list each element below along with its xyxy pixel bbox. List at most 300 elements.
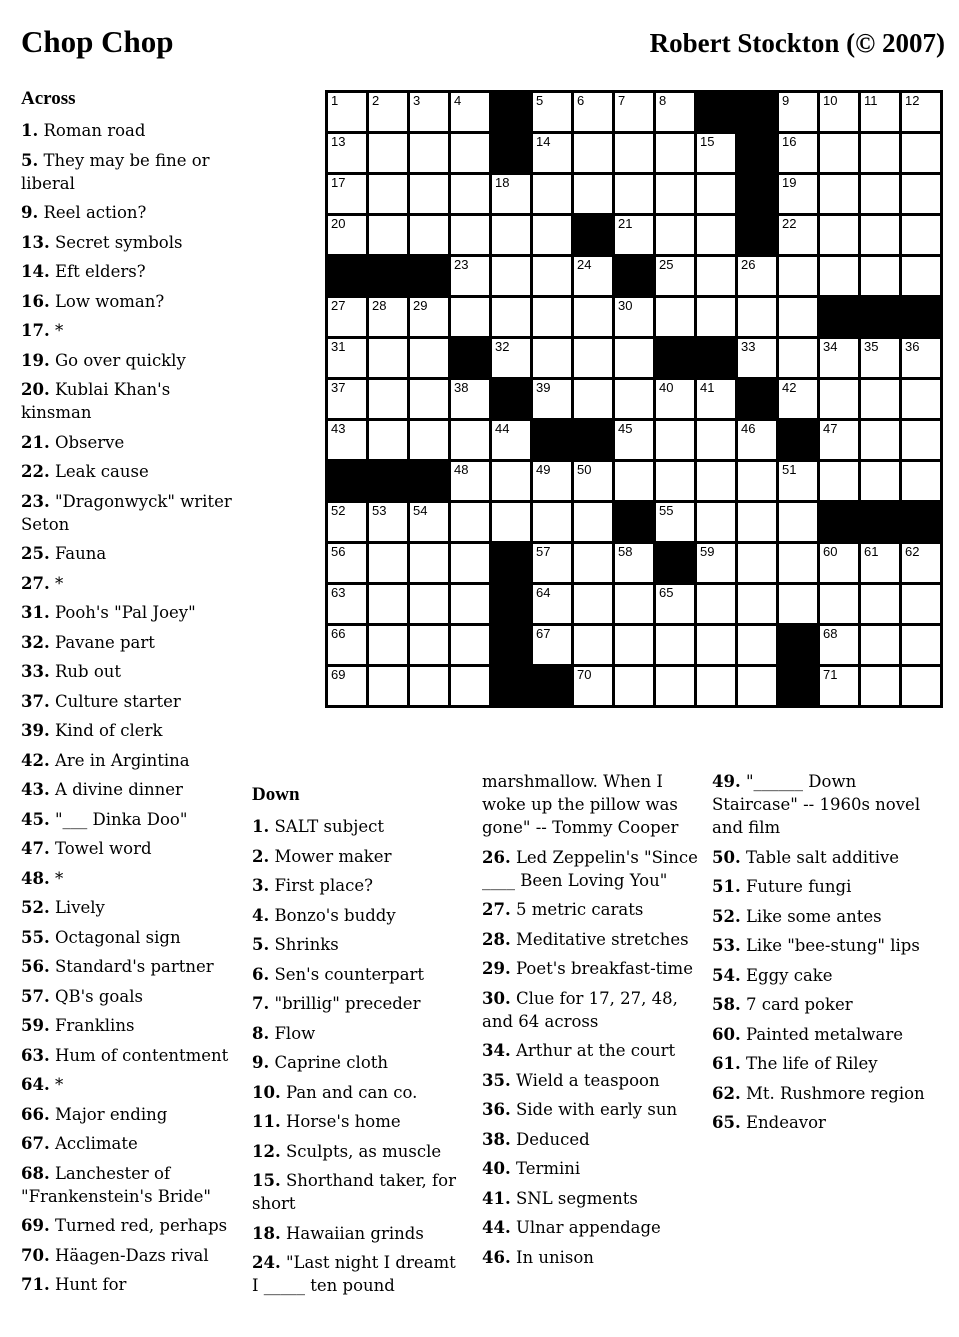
across-clue-25: 25. Fauna [21,544,107,563]
across-clue-45: 45. "___ Dinka Doo" [21,809,188,829]
down-clue-list-3 [712,770,937,1134]
grid-cell[interactable] [369,503,407,541]
grid-cell[interactable] [574,93,612,131]
cell-number: 15 [700,134,715,149]
grid-cell[interactable] [861,626,899,664]
grid-cell[interactable] [656,93,694,131]
grid-cell[interactable] [410,93,448,131]
grid-cell[interactable] [533,626,571,664]
grid-cell[interactable] [533,462,571,500]
grid-cell[interactable] [574,503,612,541]
grid-cell[interactable] [451,216,489,254]
clue-number: 8. [252,1023,270,1043]
down-clue-36: 36. Side with early sun [482,1100,678,1119]
grid-cell[interactable] [902,626,940,664]
grid-cell[interactable] [451,298,489,336]
grid-cell[interactable] [697,134,735,172]
grid-cell[interactable] [369,339,407,377]
across-clue-21: 21. Observe [21,432,125,452]
clue-number: 13. [21,232,50,252]
grid-cell[interactable] [369,216,407,254]
grid-cell[interactable] [410,585,448,623]
grid-cell[interactable] [697,175,735,213]
grid-cell[interactable] [533,380,571,418]
grid-cell[interactable] [697,667,735,705]
grid-cell[interactable] [328,134,366,172]
grid-cell[interactable] [697,626,735,664]
grid-cell[interactable] [615,462,653,500]
grid-cell[interactable] [533,134,571,172]
grid-cell[interactable] [492,257,530,295]
grid-cell[interactable] [492,421,530,459]
clue-number: 31. [21,603,50,622]
grid-cell[interactable] [369,626,407,664]
grid-cell[interactable] [779,462,817,500]
grid-cell[interactable] [820,134,858,172]
grid-cell[interactable] [820,667,858,705]
grid-block-cell [779,667,817,705]
clue-number: 14. [21,262,50,281]
cell-number: 10 [823,93,838,108]
down-clue-51: 51. Future fungi [712,877,852,896]
cell-number: 53 [372,503,387,518]
across-clue-55: 55. Octagonal sign [21,927,181,947]
grid-cell[interactable] [779,175,817,213]
down-clue-2: 2. Mower maker [252,846,392,866]
grid-cell[interactable] [328,626,366,664]
grid-cell[interactable] [820,626,858,664]
grid-cell[interactable] [820,462,858,500]
grid-cell[interactable] [369,585,407,623]
grid-cell[interactable] [451,134,489,172]
grid-cell[interactable] [902,585,940,623]
grid-cell[interactable] [328,93,366,131]
cell-number: 41 [700,380,715,395]
down-clue-35: 35. Wield a teaspoon [482,1070,660,1090]
grid-cell[interactable] [779,503,817,541]
cell-number: 12 [905,93,920,108]
clue-number: 25. [21,544,50,563]
grid-cell[interactable] [861,93,899,131]
cell-number: 3 [413,93,421,108]
cell-number: 38 [454,380,469,395]
cell-number: 32 [495,339,510,354]
grid-cell[interactable] [861,667,899,705]
grid-cell[interactable] [861,175,899,213]
grid-cell[interactable] [738,585,776,623]
across-clue-64: 64. * [21,1075,64,1094]
clue-number: 17. [21,321,50,340]
grid-cell[interactable] [779,585,817,623]
cell-number: 61 [864,544,879,559]
grid-cell[interactable] [902,380,940,418]
grid-cell[interactable] [779,339,817,377]
cell-number: 27 [331,298,346,313]
grid-block-cell [492,667,530,705]
grid-cell[interactable] [697,544,735,582]
grid-cell[interactable] [902,339,940,377]
cell-number: 60 [823,544,838,559]
grid-cell[interactable] [656,462,694,500]
down-clue-40: 40. Termini [482,1159,581,1178]
clue-number: 64. [21,1075,50,1094]
across-clue-56: 56. Standard's partner [21,957,214,976]
grid-cell[interactable] [861,462,899,500]
grid-cell[interactable] [369,544,407,582]
clue-number: 4. [252,905,270,925]
grid-cell[interactable] [697,585,735,623]
grid-cell[interactable] [697,216,735,254]
cell-number: 69 [331,667,346,682]
cell-number: 50 [577,462,592,477]
across-clue-5: 5. They may be fine or liberal [21,150,210,193]
cell-number: 40 [659,380,674,395]
clue-number: 59. [21,1016,50,1035]
grid-cell[interactable] [410,544,448,582]
grid-cell[interactable] [328,298,366,336]
grid-cell[interactable] [492,503,530,541]
grid-cell[interactable] [902,134,940,172]
cell-number: 58 [618,544,633,559]
grid-cell[interactable] [820,257,858,295]
clue-number: 35. [482,1070,511,1090]
grid-cell[interactable] [410,380,448,418]
grid-cell[interactable] [574,544,612,582]
grid-cell[interactable] [574,667,612,705]
grid-cell[interactable] [656,257,694,295]
down-clue-9: 9. Caprine cloth [252,1053,389,1072]
cell-number: 57 [536,544,551,559]
clue-number: 46. [482,1247,511,1267]
grid-cell[interactable] [861,421,899,459]
grid-cell[interactable] [656,175,694,213]
grid-cell[interactable] [861,257,899,295]
clue-number: 69. [21,1216,50,1235]
grid-cell[interactable] [410,667,448,705]
grid-cell[interactable] [738,667,776,705]
grid-cell[interactable] [861,380,899,418]
grid-cell[interactable] [738,298,776,336]
grid-cell[interactable] [451,503,489,541]
grid-cell[interactable] [451,93,489,131]
grid-cell[interactable] [861,544,899,582]
grid-cell[interactable] [902,257,940,295]
down-clue-11: 11. Horse's home [252,1112,401,1131]
grid-cell[interactable] [820,93,858,131]
across-clue-63: 63. Hum of contentment [21,1045,229,1065]
grid-cell[interactable] [902,93,940,131]
grid-cell[interactable] [902,216,940,254]
grid-cell[interactable] [451,667,489,705]
grid-cell[interactable] [861,585,899,623]
grid-cell[interactable] [492,216,530,254]
grid-cell[interactable] [574,585,612,623]
cell-number: 62 [905,544,920,559]
grid-cell[interactable] [615,585,653,623]
grid-cell[interactable] [328,421,366,459]
grid-cell[interactable] [615,421,653,459]
grid-cell[interactable] [697,298,735,336]
grid-cell[interactable] [615,339,653,377]
grid-cell[interactable] [574,175,612,213]
grid-cell[interactable] [328,667,366,705]
grid-cell[interactable] [328,216,366,254]
grid-cell[interactable] [328,339,366,377]
down-clue-65: 65. Endeavor [712,1113,826,1132]
grid-cell[interactable] [738,544,776,582]
grid-block-cell [738,216,776,254]
grid-block-cell [615,257,653,295]
grid-cell[interactable] [902,421,940,459]
down-clue-1: 1. SALT subject [252,817,384,836]
grid-cell[interactable] [820,380,858,418]
grid-cell[interactable] [369,667,407,705]
clue-number: 43. [21,780,50,799]
grid-cell[interactable] [574,462,612,500]
clue-number: 29. [482,959,511,978]
grid-cell[interactable] [533,175,571,213]
grid-block-cell [779,626,817,664]
cell-number: 6 [577,93,585,108]
grid-cell[interactable] [369,93,407,131]
grid-cell[interactable] [738,339,776,377]
grid-cell[interactable] [369,134,407,172]
grid-cell[interactable] [656,503,694,541]
grid-cell[interactable] [533,257,571,295]
down-clue-61: 61. The life of Riley [712,1054,878,1073]
grid-block-cell [369,462,407,500]
down-clue-34: 34. Arthur at the court [482,1041,676,1060]
grid-cell[interactable] [779,134,817,172]
cell-number: 47 [823,421,838,436]
grid-block-cell [328,257,366,295]
grid-cell[interactable] [697,503,735,541]
grid-cell[interactable] [697,257,735,295]
grid-cell[interactable] [328,544,366,582]
grid-cell[interactable] [820,175,858,213]
across-clue-31: 31. Pooh's "Pal Joey" [21,603,196,622]
clue-number: 54. [712,965,741,985]
cell-number: 7 [618,93,626,108]
down-clue-30: 30. Clue for 17, 27, 48, and 64 across [482,988,678,1031]
down-clue-46: 46. In unison [482,1247,594,1267]
grid-cell[interactable] [533,216,571,254]
grid-cell[interactable] [902,544,940,582]
grid-cell[interactable] [369,298,407,336]
across-clue-48: 48. * [21,868,64,888]
grid-cell[interactable] [328,175,366,213]
clue-number: 63. [21,1045,50,1065]
across-clue-66: 66. Major ending [21,1104,168,1124]
grid-cell[interactable] [615,175,653,213]
grid-cell[interactable] [779,544,817,582]
grid-cell[interactable] [861,216,899,254]
grid-cell[interactable] [902,667,940,705]
grid-cell[interactable] [451,626,489,664]
grid-cell[interactable] [656,298,694,336]
grid-cell[interactable] [779,298,817,336]
grid-cell[interactable] [533,93,571,131]
grid-block-cell [369,257,407,295]
grid-cell[interactable] [656,626,694,664]
clue-number: 10. [252,1082,281,1102]
grid-cell[interactable] [820,216,858,254]
grid-cell[interactable] [656,134,694,172]
grid-cell[interactable] [410,339,448,377]
clue-number: 19. [21,350,50,370]
down-clue-41: 41. SNL segments [482,1188,638,1208]
grid-cell[interactable] [410,626,448,664]
grid-cell[interactable] [410,503,448,541]
grid-cell[interactable] [533,585,571,623]
grid-cell[interactable] [738,626,776,664]
grid-cell[interactable] [410,216,448,254]
grid-cell[interactable] [779,93,817,131]
grid-cell[interactable] [738,257,776,295]
grid-cell[interactable] [451,380,489,418]
grid-cell[interactable] [328,380,366,418]
grid-cell[interactable] [820,544,858,582]
grid-cell[interactable] [533,339,571,377]
grid-cell[interactable] [451,175,489,213]
grid-block-cell [902,298,940,336]
grid-cell[interactable] [451,257,489,295]
down-section-col3 [712,770,937,1141]
grid-cell[interactable] [451,462,489,500]
grid-cell[interactable] [697,380,735,418]
grid-cell[interactable] [451,421,489,459]
grid-cell[interactable] [574,134,612,172]
grid-cell[interactable] [492,298,530,336]
across-clue-list [21,119,233,1296]
clue-number: 65. [712,1113,741,1132]
clue-number: 39. [21,721,50,740]
grid-cell[interactable] [410,175,448,213]
cell-number: 39 [536,380,551,395]
clue-number: 26. [482,847,511,867]
grid-cell[interactable] [779,380,817,418]
grid-cell[interactable] [492,175,530,213]
grid-cell[interactable] [656,380,694,418]
down-clue-52: 52. Like some antes [712,906,882,926]
grid-cell[interactable] [820,585,858,623]
clue-number: 44. [482,1218,511,1237]
grid-cell[interactable] [615,93,653,131]
grid-cell[interactable] [574,626,612,664]
grid-cell[interactable] [902,462,940,500]
grid-cell[interactable] [410,134,448,172]
grid-block-cell [492,380,530,418]
grid-cell[interactable] [492,339,530,377]
clue-number: 9. [252,1053,270,1072]
grid-cell[interactable] [328,585,366,623]
grid-cell[interactable] [574,298,612,336]
grid-cell[interactable] [615,626,653,664]
clue-number: 3. [252,876,270,895]
clue-number: 34. [482,1041,511,1060]
grid-cell[interactable] [369,421,407,459]
down-clue-5: 5. Shrinks [252,935,339,954]
grid-cell[interactable] [410,298,448,336]
grid-cell[interactable] [779,216,817,254]
grid-cell[interactable] [820,339,858,377]
grid-cell[interactable] [615,134,653,172]
grid-cell[interactable] [861,134,899,172]
across-clue-43: 43. A divine dinner [21,780,183,799]
grid-cell[interactable] [697,462,735,500]
across-clue-17: 17. * [21,321,64,340]
grid-block-cell [902,503,940,541]
grid-cell[interactable] [574,257,612,295]
across-section [21,88,233,1303]
grid-cell[interactable] [533,298,571,336]
grid-cell[interactable] [615,380,653,418]
cell-number: 45 [618,421,633,436]
grid-cell[interactable] [369,380,407,418]
grid-cell[interactable] [820,421,858,459]
down-clue-53: 53. Like "bee-stung" lips [712,936,920,955]
clue-number: 7. [252,994,270,1013]
clue-number: 52. [21,898,50,917]
across-clue-19: 19. Go over quickly [21,350,186,370]
grid-cell[interactable] [574,380,612,418]
across-clue-69: 69. Turned red, perhaps [21,1216,228,1235]
grid-cell[interactable] [779,257,817,295]
down-clue-7: 7. "brillig" preceder [252,994,421,1013]
grid-cell[interactable] [738,421,776,459]
clue-number: 53. [712,936,741,955]
grid-cell[interactable] [533,503,571,541]
grid-cell[interactable] [492,462,530,500]
grid-cell[interactable] [656,667,694,705]
clue-number: 58. [712,995,741,1014]
clue-number: 71. [21,1275,50,1294]
grid-cell[interactable] [615,216,653,254]
clue-number: 56. [21,957,50,976]
cell-number: 59 [700,544,715,559]
cell-number: 70 [577,667,592,682]
across-clue-68: 68. Lanchester of "Frankenstein's Bride" [21,1163,211,1206]
cell-number: 20 [331,216,346,231]
grid-cell[interactable] [533,544,571,582]
grid-cell[interactable] [656,216,694,254]
grid-cell[interactable] [410,421,448,459]
grid-cell[interactable] [656,421,694,459]
cell-number: 26 [741,257,756,272]
cell-number: 1 [331,93,339,108]
grid-cell[interactable] [738,462,776,500]
cell-number: 14 [536,134,551,149]
grid-cell[interactable] [656,585,694,623]
grid-block-cell [451,339,489,377]
cell-number: 29 [413,298,428,313]
grid-cell[interactable] [615,544,653,582]
clue-number: 16. [21,291,50,311]
grid-cell[interactable] [861,339,899,377]
grid-cell[interactable] [615,667,653,705]
grid-cell[interactable] [615,298,653,336]
grid-cell[interactable] [738,503,776,541]
grid-cell[interactable] [697,421,735,459]
grid-cell[interactable] [902,175,940,213]
grid-cell[interactable] [451,544,489,582]
grid-block-cell [738,93,776,131]
grid-cell[interactable] [574,339,612,377]
grid-cell[interactable] [328,503,366,541]
grid-cell[interactable] [451,585,489,623]
cell-number: 24 [577,257,592,272]
grid-cell[interactable] [369,175,407,213]
